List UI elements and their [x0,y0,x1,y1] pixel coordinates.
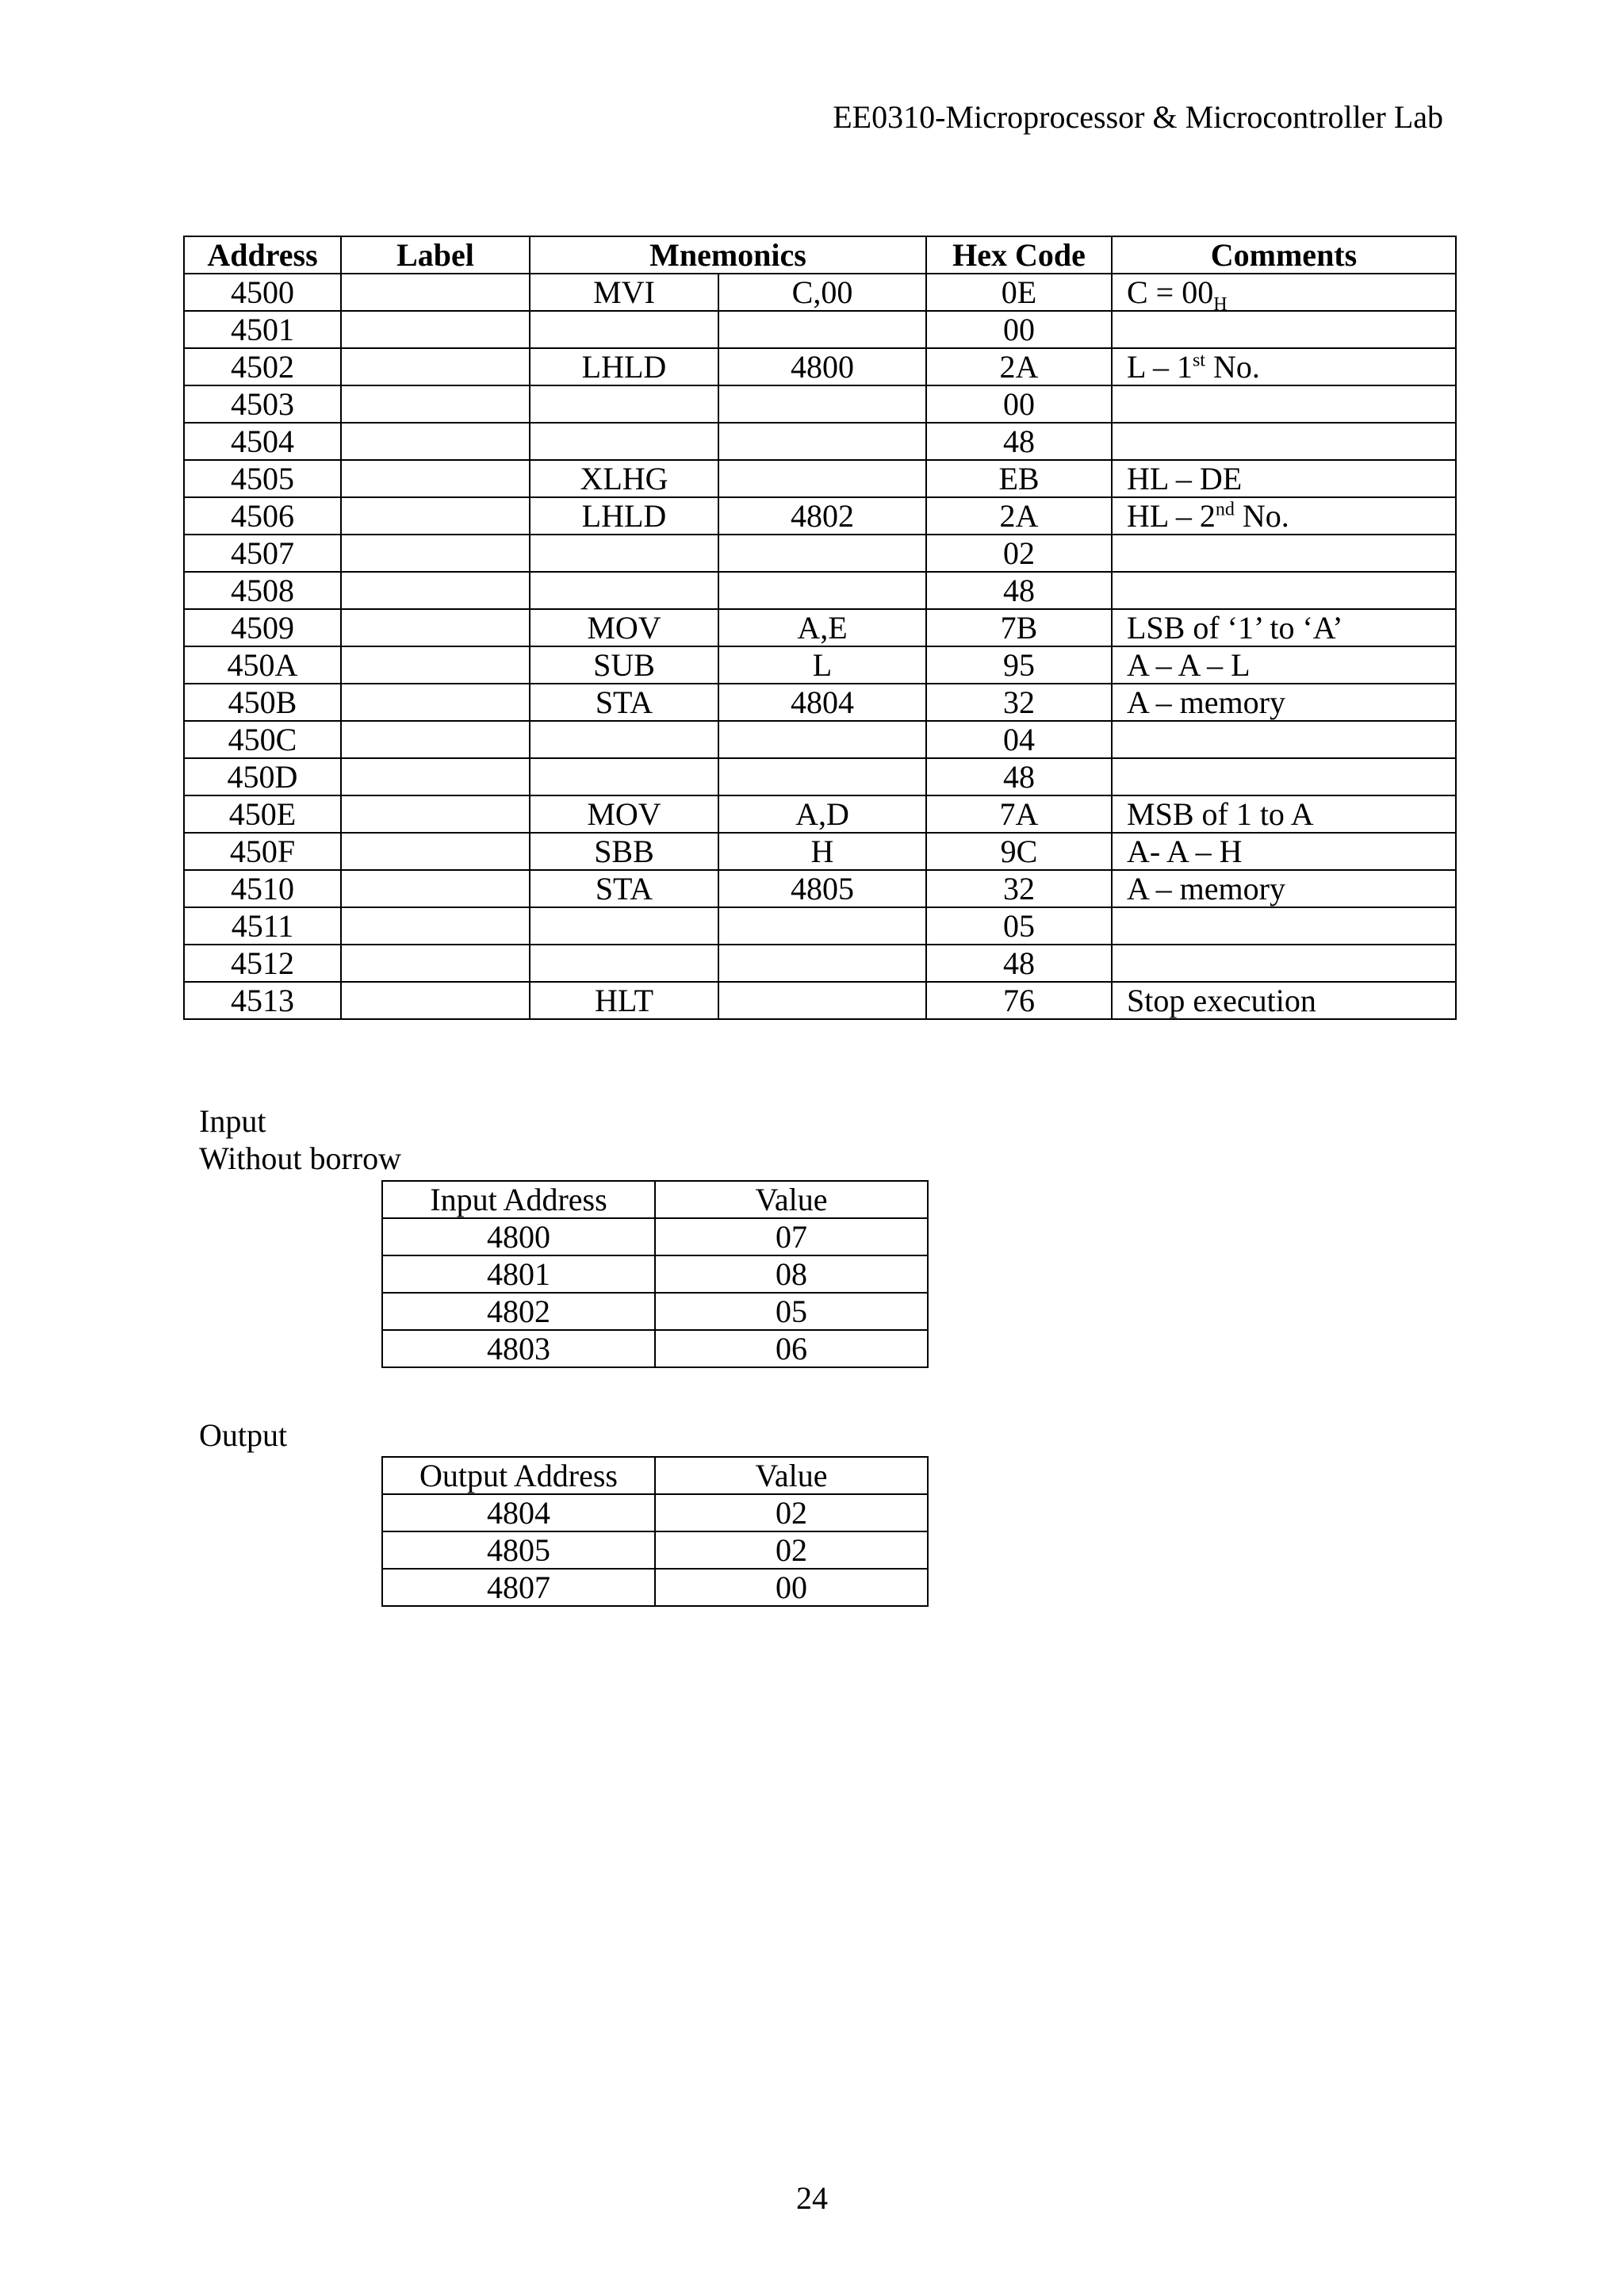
hex-code-cell: 48 [926,945,1112,982]
hex-code-cell: 32 [926,870,1112,907]
opcode-cell [530,385,718,423]
label-cell [341,609,530,646]
table-row [184,684,1456,721]
input-table [381,1180,929,1368]
address-cell: 450C [184,721,341,758]
comment-cell [1112,497,1456,535]
address-cell: 4500 [184,274,341,311]
comment-cell [1112,274,1456,315]
operand-cell: C,00 [718,274,926,311]
page-number: 24 [796,2180,828,2216]
opcode-cell: MVI [530,274,718,311]
opcode-cell: SUB [530,646,718,684]
label-cell [341,721,530,758]
opcode-cell: MOV [530,609,718,646]
comment-cell [1112,311,1456,348]
comment-cell [1112,758,1456,795]
mnemonics-column-header: Mnemonics [530,236,926,274]
memory-value-cell: 06 [655,1330,928,1367]
table-row [184,795,1456,833]
operand-cell: 4800 [718,348,926,385]
opcode-cell [530,907,718,945]
opcode-cell: MOV [530,795,718,833]
hex-code-cell: 32 [926,684,1112,721]
address-cell: 450A [184,646,341,684]
hex-code-cell: 04 [926,721,1112,758]
opcode-cell: HLT [530,982,718,1019]
table-row [184,758,1456,795]
table-row [382,1255,928,1293]
address-cell: 4504 [184,423,341,460]
operand-cell [718,572,926,609]
operand-cell [718,385,926,423]
comment-text: A – memory [1127,871,1285,907]
comment-suffix: No. [1205,349,1260,385]
opcode-cell: LHLD [530,348,718,385]
operand-cell: A,E [718,609,926,646]
operand-cell: 4805 [718,870,926,907]
opcode-cell [530,535,718,572]
comments-column-header: Comments [1112,236,1456,274]
comment-cell [1112,907,1456,945]
hex-code-cell: 76 [926,982,1112,1019]
output-heading: Output [199,1417,288,1453]
comment-cell [1112,572,1456,609]
table-row [184,460,1456,497]
label-cell [341,460,530,497]
opcode-cell: STA [530,870,718,907]
label-cell [341,423,530,460]
label-cell [341,870,530,907]
table-row [184,945,1456,982]
label-cell [341,348,530,385]
operand-cell [718,758,926,795]
label-cell [341,833,530,870]
operand-cell: L [718,646,926,684]
address-cell: 4507 [184,535,341,572]
table-row [184,609,1456,646]
hex-code-cell: 9C [926,833,1112,870]
comment-cell [1112,348,1456,385]
input-subheading: Without borrow [199,1140,402,1176]
operand-cell [718,311,926,348]
label-cell [341,758,530,795]
hex-code-cell: EB [926,460,1112,497]
comment-text: HL – DE [1127,461,1243,496]
operand-cell [718,460,926,497]
table-row [184,348,1456,385]
table-row [184,497,1456,535]
memory-value-cell: 08 [655,1255,928,1293]
address-cell: 4510 [184,870,341,907]
address-column-header: Address [184,236,341,274]
memory-address-cell: 4801 [382,1255,655,1293]
memory-address-cell: 4800 [382,1218,655,1255]
memory-address-cell: 4805 [382,1531,655,1569]
memory-address-cell: 4802 [382,1293,655,1330]
address-cell: 450D [184,758,341,795]
input-table-body [382,1218,928,1367]
input-heading: Input [199,1103,266,1139]
comment-cell [1112,385,1456,423]
table-row [184,385,1456,423]
output-table-body [382,1494,928,1606]
table-row [184,721,1456,758]
address-cell: 450E [184,795,341,833]
comment-subscript: H [1213,294,1228,315]
hex-code-cell: 02 [926,535,1112,572]
opcode-cell [530,945,718,982]
hex-code-cell: 48 [926,423,1112,460]
comment-text: A- A – H [1127,834,1243,869]
table-row [382,1293,928,1330]
hex-code-cell: 2A [926,497,1112,535]
address-cell: 4509 [184,609,341,646]
label-cell [341,795,530,833]
table-row [184,311,1456,348]
comment-suffix: No. [1234,498,1289,534]
label-cell [341,274,530,311]
comment-text: MSB of 1 to A [1127,796,1314,832]
program-table [183,236,1457,1020]
label-cell [341,311,530,348]
comment-cell [1112,684,1456,721]
memory-value-cell: 02 [655,1531,928,1569]
output-address-header: Output Address [382,1457,655,1494]
memory-value-cell: 07 [655,1218,928,1255]
comment-cell [1112,535,1456,572]
operand-cell: 4802 [718,497,926,535]
program-table-header-row [184,236,1456,274]
hex-code-cell: 7A [926,795,1112,833]
table-row [184,870,1456,907]
table-row [382,1218,928,1255]
hex-code-cell: 00 [926,385,1112,423]
table-row [184,982,1456,1019]
comment-cell [1112,945,1456,982]
operand-cell [718,423,926,460]
opcode-cell: LHLD [530,497,718,535]
label-cell [341,497,530,535]
comment-cell [1112,423,1456,460]
operand-cell: 4804 [718,684,926,721]
address-cell: 450B [184,684,341,721]
input-table-header-row [382,1181,928,1218]
hex-code-cell: 95 [926,646,1112,684]
table-row [184,423,1456,460]
output-value-header: Value [655,1457,928,1494]
memory-address-cell: 4807 [382,1569,655,1606]
label-cell [341,907,530,945]
hex-code-column-header: Hex Code [926,236,1112,274]
opcode-cell: SBB [530,833,718,870]
comment-text: L – 1 [1127,349,1193,385]
comment-text: A – memory [1127,684,1285,720]
comment-cell [1112,870,1456,907]
label-cell [341,535,530,572]
label-cell [341,572,530,609]
opcode-cell: XLHG [530,460,718,497]
label-column-header: Label [341,236,530,274]
table-row [382,1569,928,1606]
address-cell: 4508 [184,572,341,609]
comment-text: C = 00 [1127,274,1214,310]
comment-text: A – A – L [1127,647,1251,683]
hex-code-cell: 48 [926,572,1112,609]
table-row [184,907,1456,945]
table-row [382,1494,928,1531]
address-cell: 4511 [184,907,341,945]
comment-cell [1112,609,1456,646]
address-cell: 450F [184,833,341,870]
table-row [184,646,1456,684]
comment-cell [1112,982,1456,1019]
opcode-cell [530,311,718,348]
operand-cell [718,945,926,982]
table-row [184,535,1456,572]
memory-value-cell: 05 [655,1293,928,1330]
comment-superscript: st [1192,350,1205,371]
label-cell [341,684,530,721]
table-row [184,572,1456,609]
hex-code-cell: 7B [926,609,1112,646]
hex-code-cell: 2A [926,348,1112,385]
memory-value-cell: 02 [655,1494,928,1531]
hex-code-cell: 00 [926,311,1112,348]
address-cell: 4512 [184,945,341,982]
output-table-header-row [382,1457,928,1494]
operand-cell: A,D [718,795,926,833]
comment-cell [1112,833,1456,870]
hex-code-cell: 48 [926,758,1112,795]
address-cell: 4513 [184,982,341,1019]
label-cell [341,982,530,1019]
program-table-body [184,274,1456,1019]
address-cell: 4502 [184,348,341,385]
address-cell: 4503 [184,385,341,423]
opcode-cell: STA [530,684,718,721]
comment-cell [1112,646,1456,684]
memory-address-cell: 4804 [382,1494,655,1531]
operand-cell [718,721,926,758]
comment-text: Stop execution [1127,983,1316,1018]
comment-cell [1112,795,1456,833]
operand-cell [718,535,926,572]
opcode-cell [530,758,718,795]
table-row [184,274,1456,311]
comment-superscript: nd [1215,499,1235,520]
operand-cell [718,982,926,1019]
label-cell [341,646,530,684]
comment-text: LSB of ‘1’ to ‘A’ [1127,610,1343,646]
output-table [381,1456,929,1607]
page-header: EE0310-Microprocessor & Microcontroller Lab [833,99,1443,135]
hex-code-cell: 0E [926,274,1112,311]
opcode-cell [530,423,718,460]
memory-address-cell: 4803 [382,1330,655,1367]
table-row [382,1531,928,1569]
comment-cell [1112,460,1456,497]
table-row [382,1330,928,1367]
operand-cell: H [718,833,926,870]
label-cell [341,385,530,423]
address-cell: 4506 [184,497,341,535]
memory-value-cell: 00 [655,1569,928,1606]
opcode-cell [530,721,718,758]
address-cell: 4505 [184,460,341,497]
label-cell [341,945,530,982]
operand-cell [718,907,926,945]
table-row [184,833,1456,870]
opcode-cell [530,572,718,609]
hex-code-cell: 05 [926,907,1112,945]
input-value-header: Value [655,1181,928,1218]
address-cell: 4501 [184,311,341,348]
input-address-header: Input Address [382,1181,655,1218]
comment-cell [1112,721,1456,758]
comment-text: HL – 2 [1127,498,1216,534]
